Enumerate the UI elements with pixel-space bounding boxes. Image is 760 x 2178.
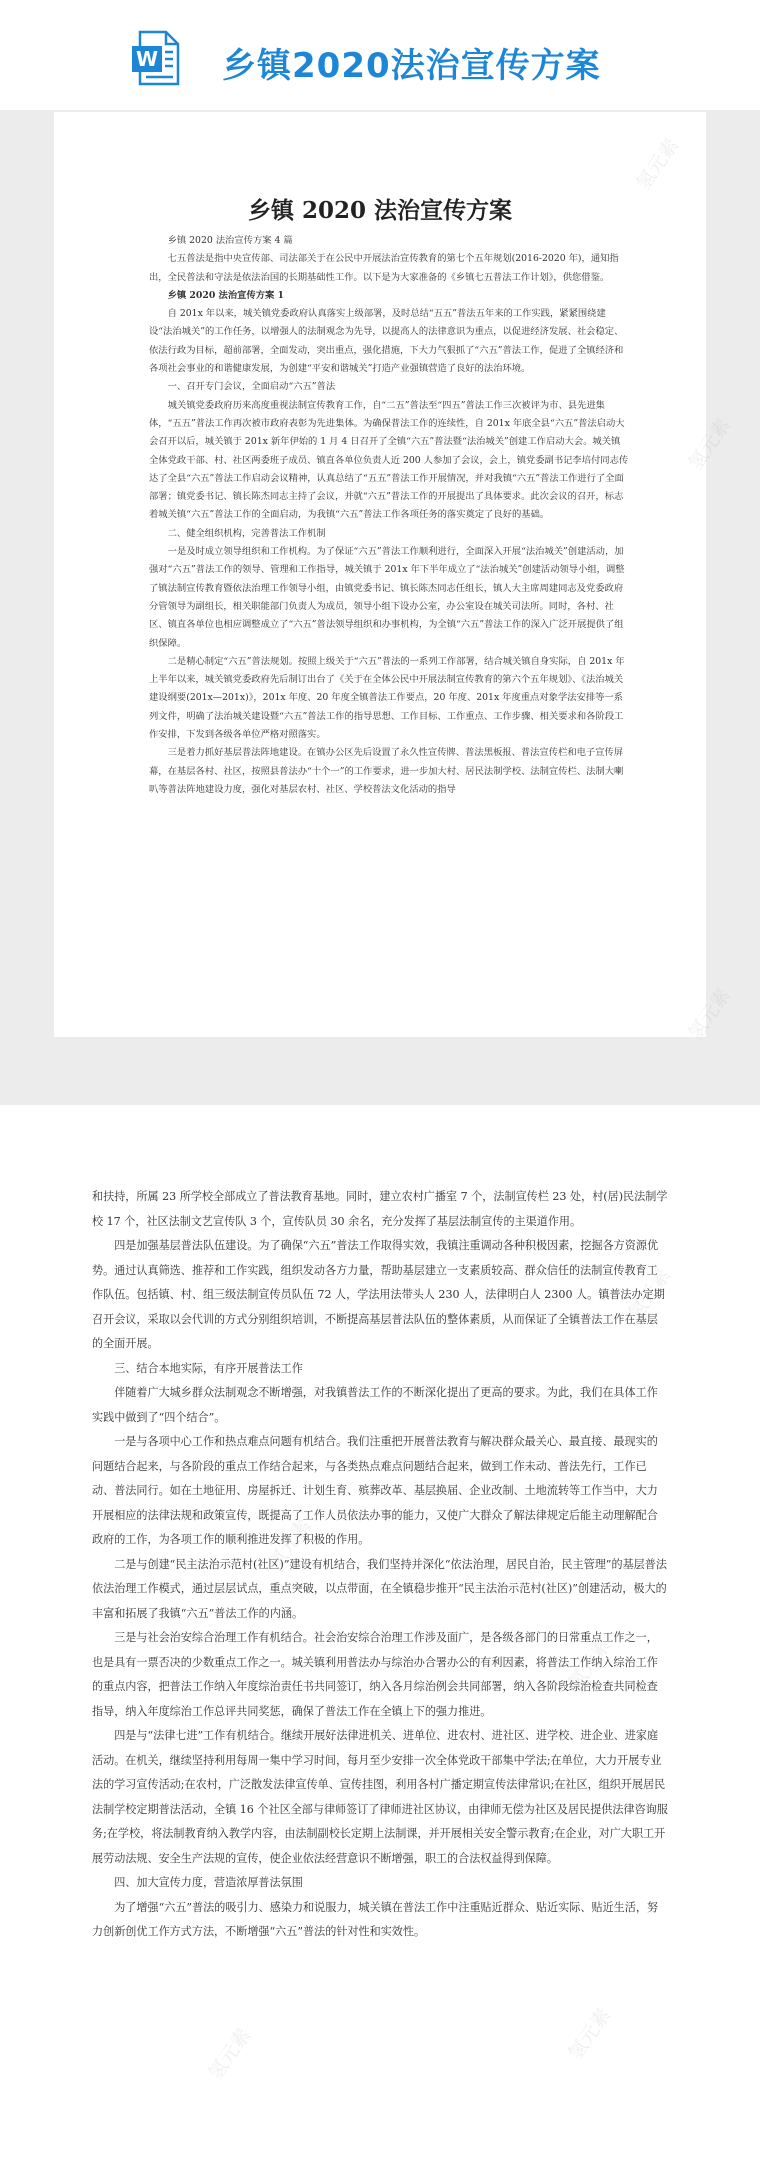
- paragraph: 乡镇 2020 法治宣传方案 1: [167, 289, 285, 301]
- paragraph: 一、召开专门会议，全面启动“六五”普法: [167, 381, 336, 393]
- document-title: 乡镇 2020 法治宣传方案: [247, 197, 513, 224]
- paragraph: 三是与社会治安综合治理工作有机结合。社会治安综合治理工作涉及面广，是各级各部门的日常重点工作之一，也是具有一票否决的少数重点工作之一。城关镇利用普法办与综治办合署办公的有利因素，将普法工作纳入综治工作的重点内容，把普法工作纳入年度综治责任书共同签订，纳入各月综治例会共同部署，纳入各阶段综治检查共同检查指导，纳入年度综治工作总评共同奖惩，确保了普法工作在全镇上下的强力推进。: [92, 1631, 658, 1718]
- paragraph: 伴随着广大城乡群众法制观念不断增强，对我镇普法工作的不断深化提出了更高的要求。为此，我们在具体工作实践中做到了“四个结合”。: [92, 1386, 658, 1424]
- paragraph: 一是与各项中心工作和热点难点问题有机结合。我们注重把开展普法教育与解决群众最关心、最直接、最现实的问题结合起来，与各阶段的重点工作结合起来，与各类热点难点问题结合起来，做到工作未动、普法先行，工作已动、普法同行。如在土地征用、房屋拆迁、计划生育、殡葬改革、基层换届、企业改制、土地流转等工作当中，大力开展相应的法律法规和政策宣传，既提高了工作人员依法办事的能力，又使广大群众了解法律规定后能主动理解配合政府的工作，为各项工作的顺利推进发挥了积极的作用。: [92, 1435, 658, 1546]
- page-1-body: [149, 232, 629, 799]
- word-doc-icon: [132, 30, 182, 86]
- header-title: 乡镇2020法治宣传方案: [222, 46, 601, 86]
- paragraph: 三、结合本地实际，有序开展普法工作: [114, 1361, 303, 1375]
- paragraph: 城关镇党委政府历来高度重视法制宣传教育工作，自“二五”普法至“四五”普法工作三次被评为市、县先进集体，“五五”普法工作再次被市政府表彰为先进集体。为确保普法工作的连续性，自 201x 年底全县“六五”普法启动大会召开以后，城关镇于 201x 新年伊始的 1 月 4 日召开了全镇“六五”普法暨“法治城关”创建工作启动大会。城关镇全体党政干部、村、社区两委班子成员、镇直各单位负责人近 200 人参加了会议，会上，镇党委副书记李培付同志传达了全县“六五”普法工作启动会议精神，认真总结了“五五”普法工作开展情况，并对我镇“六五”普法工作进行了全面部署；镇党委书记、镇长陈杰同志主持了会议，并就“六五”普法工作的开展提出了具体要求。此次会议的召开，标志着城关镇“六五”普法工作的全面启动，为我镇“六五”普法工作各项任务的落实奠定了良好的基础。: [149, 399, 629, 521]
- paragraph: 乡镇 2020 法治宣传方案 4 篇: [167, 235, 293, 246]
- paragraph: 三是着力抓好基层普法阵地建设。在镇办公区先后设置了永久性宣传牌、普法黑板报、普法宣传栏和电子宣传屏幕，在基层各村、社区，按照县普法办“十个一”的工作要求，进一步加大村、居民法制学校、法制宣传栏、法制大喇叭等普法阵地建设力度，强化对基层农村、社区、学校普法文化活动的指导: [149, 747, 624, 795]
- paragraph: 和扶持，所属 23 所学校全部成立了普法教育基地。同时，建立农村广播室 7 个，法制宣传栏 23 处，村(居)民法制学校 17 个，社区法制文艺宣传队 3 个，宣传队员 30 余名，充分发挥了基层法制宣传的主渠道作用。: [92, 1190, 668, 1228]
- document-page-1: [54, 112, 706, 1037]
- paragraph: 七五普法是指中央宣传部、司法部关于在公民中开展法治宣传教育的第七个五年规划(2016-2020 年)，通知指出，全民普法和守法是依法治国的长期基础性工作。以下是为大家准备的《乡镇七五普法工作计划》，供您借鉴。: [149, 253, 619, 283]
- paragraph: 二是与创建“民主法治示范村(社区)”建设有机结合，我们坚持并深化“依法治理，居民自治，民主管理”的基层普法依法治理工作模式，通过层层试点，重点突破，以点带面，在全镇稳步推开“民主法治示范村(社区)”创建活动，极大的丰富和拓展了我镇“六五”普法工作的内涵。: [92, 1557, 667, 1620]
- document-page-2: [44, 1105, 716, 2178]
- svg-text:W: W: [135, 47, 159, 71]
- paragraph: 一是及时成立领导组织和工作机构。为了保证“六五”普法工作顺利进行，全面深入开展“法治城关”创建活动，加强对“六五”普法工作的领导、管理和工作指导，城关镇于 201x 年下半年成立了“法治城关”创建活动领导小组，调整了镇法制宣传教育暨依法治理工作领导小组，由镇党委书记、镇长陈杰同志任组长，镇人大主席周建同志及党委政府分管领导为副组长，相关职能部门负责人为成员，领导小组下设办公室，办公室设在城关司法所。同时，各村、社区、镇直各单位也相应调整成立了“六五”普法领导组织和办事机构，为全镇“六五”普法工作的深入广泛开展提供了组织保障。: [149, 546, 625, 649]
- paragraph: 四、加大宣传力度，营造浓厚普法氛围: [114, 1876, 303, 1889]
- paragraph: 四是与“法律七进”工作有机结合。继续开展好法律进机关、进单位、进农村、进社区、进学校、进企业、进家庭活动。在机关，继续坚持利用每周一集中学习时间，每月至少安排一次全体党政干部集中学法;在单位，大力开展专业法的学习宣传活动;在农村，广泛散发法律宣传单、宣传挂图，利用各村广播定期宣传法律常识;在社区，组织开展居民法制学校定期普法活动，全镇 16 个社区全部与律师签订了律师进社区协议，由律师无偿为社区及居民提供法律咨询服务;在学校，将法制教育纳入教学内容，由法制副校长定期上法制课，并开展相关安全警示教育;在企业，对广大职工开展劳动法规、安全生产法规的宣传，使企业依法经营意识不断增强，职工的合法权益得到保障。: [92, 1729, 668, 1865]
- paragraph: 自 201x 年以来，城关镇党委政府认真落实上级部署，及时总结“五五”普法五年来的工作实践，紧紧围绕建设“法治城关”的工作任务，以增强人的法制观念为先导，以提高人的法律意识为重点，以促进经济发展、社会稳定、依法行政为目标，超前部署，全面发动，突出重点，强化措施，下大力气狠抓了“六五”普法工作，促进了全镇经济和各项社会事业的和谐健康发展，为创建“平安和谐城关”打造产业强镇营造了良好的法治环境。: [149, 308, 624, 375]
- paragraph: 为了增强“六五”普法的吸引力、感染力和说服力，城关镇在普法工作中注重贴近群众、贴近实际、贴近生活，努力创新创优工作方式方法，不断增强“六五”普法的针对性和实效性。: [92, 1900, 659, 1938]
- paragraph: 二、健全组织机构，完善普法工作机制: [167, 527, 326, 539]
- header-banner: [0, 0, 760, 110]
- paragraph: 二是精心制定“六五”普法规划。按照上级关于“六五”普法的一系列工作部署，结合城关镇自身实际，自 201x 年上半年以来，城关镇党委政府先后制订出台了《关于在全体公民中开展法制宣传教育的第六个五年规划》、《法治城关建设纲要(201x—201x)》，201x 年度、20 年度全镇普法工作要点，20 年度、201x 年度重点对象学法安排等一系列文件，明确了法治城关建设暨“六五”普法工作的指导思想、工作目标、工作重点、工作步骤、相关要求和各阶段工作安排，下发到各级各单位严格对照落实。: [149, 655, 625, 741]
- paragraph: 四是加强基层普法队伍建设。为了确保“六五”普法工作取得实效，我镇注重调动各种积极因素，挖掘各方资源优势。通过认真筛选、推荐和工作实践，组织发动各方力量，帮助基层建立一支素质较高、群众信任的法制宣传教育工作队伍。包括镇、村、组三级法制宣传员队伍 72 人，学法用法带头人 230 人，法律明白人 2300 人。镇普法办定期召开会议，采取以会代训的方式分别组织培训，不断提高基层普法队伍的整体素质，从而保证了全镇普法工作在基层的全面开展。: [92, 1239, 665, 1350]
- page-2-body: [92, 1185, 668, 1945]
